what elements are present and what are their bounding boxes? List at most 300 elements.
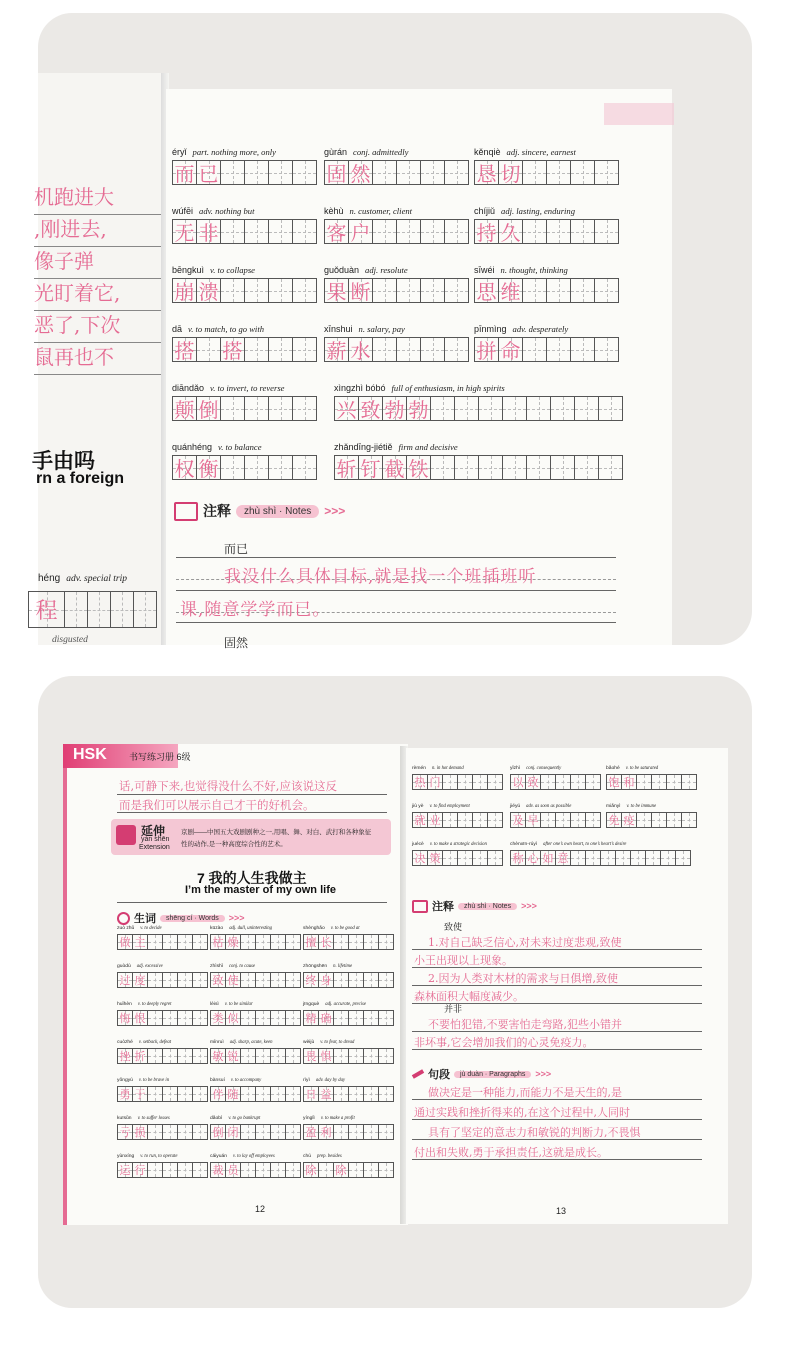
handwritten-line: 通过实践和挫折得来的,在这个过程中,人同时 [414,1106,630,1119]
top-photo [32,13,752,650]
vocab-entry [210,926,301,950]
practice-char: 果 [326,280,347,304]
practice-char: 使 [227,974,239,987]
practice-char: 似 [227,1012,239,1025]
vocab-pinyin: pīnmìng [474,324,507,334]
vocab-definition: v. to lay off employees [233,1154,275,1159]
hsk-badge: HSK [73,746,107,763]
vocab-entry [172,265,317,303]
practice-char: 持 [476,221,497,245]
vocab-entry [172,206,317,244]
rule-line [176,557,616,558]
vocab-pinyin: diāndǎo [172,383,205,393]
vocab-pinyin: kèhù [324,206,344,216]
vocab-definition: v. to go bankrupt [228,1116,261,1121]
practice-char: 权 [174,457,195,481]
top-text-2: 而是我们可以展示自己才干的好机会。 [119,798,315,812]
writing-grid [303,972,394,988]
practice-char: 除 [305,1164,317,1177]
practice-char: 崩 [174,280,195,304]
extension-en: Extension [139,844,170,851]
notes-header-2 [412,898,537,914]
page-number-right: 13 [556,1206,567,1216]
vocab-definition: v. to be brave in [138,1078,170,1083]
words-arrows: >>> [228,913,245,923]
practice-char: 饱 [608,776,620,789]
note-word-2: 固然 [224,636,249,650]
practice-char: 于 [134,1088,146,1101]
rule-line [412,1119,702,1120]
practice-char: 致 [527,776,539,789]
practice-char: 致 [360,398,381,422]
practice-char: 拼 [476,339,497,363]
practice-char: 裁 [212,1164,224,1177]
vocab-definition: v. to be good at [330,926,360,931]
writing-grid [303,1162,394,1178]
vocab-pinyin: shènghǎo [303,926,325,931]
vocab-entry [172,442,317,480]
writing-grid [117,1086,208,1102]
vocab-entry [303,1040,394,1064]
vocab-entry [474,265,619,303]
vocab-definition: adj. sharp, acute, keen [229,1040,273,1045]
vocab-definition: adj. dull, uninteresting [229,926,273,931]
extension-pinyin: yán shēn [141,836,170,843]
practice-char: 恳 [476,162,497,186]
vocab-definition: conj. consequently [526,766,562,771]
note-line-2: 课,随意学学而已。 [180,600,331,620]
vocab-pinyin: yùnxíng [117,1154,135,1159]
practice-char: 倒 [212,1126,224,1139]
handwritten-line: 1.对自己缺乏信心,对未来过度悲观,致使 [428,936,622,949]
writing-grid [117,972,208,988]
practice-char: 敏 [212,1050,224,1063]
paragraphs-label: 句段 [428,1069,450,1081]
practice-char: 意 [557,852,569,865]
search-icon [117,912,130,925]
writing-grid [324,278,469,303]
practice-char: 和 [623,776,635,789]
handwritten-line: 2.因为人类对木材的需求与日俱增,致使 [428,972,618,985]
writing-grid [210,972,301,988]
writing-grid [303,1086,394,1102]
hsk-header [63,744,408,768]
practice-char: 如 [542,852,554,865]
vocab-pinyin: bànsuí [210,1078,225,1083]
practice-char: 类 [212,1012,224,1025]
writing-grid [474,337,619,362]
vocab-entry [474,324,619,362]
vocab-pinyin: miǎnyì [606,804,621,809]
rule-line [412,985,702,986]
notes-arrows: >>> [324,504,346,518]
writing-grid [210,1162,301,1178]
vocab-definition: adv. desperately [512,324,569,334]
writing-grid [117,1162,208,1178]
vocab-pinyin: sīwéi [474,265,495,275]
vocab-pinyin: dǎobì [210,1116,223,1121]
vocab-entry [510,804,601,828]
vocab-pinyin: wúfēi [172,206,194,216]
practice-char: 疫 [623,814,635,827]
vocab-entry [324,265,469,303]
writing-grid [210,1048,301,1064]
vocab-definition: v. to find employment [429,804,470,809]
vocab-entry [474,206,619,244]
practice-char: 燥 [227,936,239,949]
handwritten-line: 做决定是一种能力,而能力不是天生的,是 [428,1086,622,1099]
vocab-definition: v. to be immune [626,804,657,809]
rule-line [117,902,387,903]
vocab-entry [303,964,394,988]
bottom-left-page [63,744,408,1225]
practice-char: 热 [414,776,426,789]
writing-grid [510,774,601,790]
practice-char: 斩 [336,457,357,481]
practice-char: 折 [134,1050,146,1063]
vocab-definition: n. customer, client [349,206,413,216]
paragraphs-pinyin: jù duàn · Paragraphs [454,1071,531,1078]
vocab-definition: v. to fear, to dread [320,1040,355,1045]
top-left-page [32,73,163,645]
vocab-definition: part. nothing more, only [192,147,276,157]
vocab-definition: v. to make a strategic decision [429,842,487,847]
vocab-pinyin: chíjiǔ [474,206,496,216]
writing-grid [172,396,317,421]
practice-char: 亏 [119,1126,131,1139]
practice-char: 非 [198,221,219,245]
rule-line [412,967,702,968]
writing-grid [303,1010,394,1026]
practice-char: 溃 [198,280,219,304]
words-label: 生词 [134,913,156,925]
paragraphs-arrows: >>> [535,1069,552,1079]
practice-char: 切 [500,162,521,186]
practice-char: 兴 [336,398,357,422]
extension-text-2: 性的动作,是一种高度综合性的艺术。 [181,841,287,848]
practice-char: 勃 [384,398,405,422]
left-page-line: 光盯着它, [34,279,164,311]
vocab-pinyin: wèijù [303,1040,315,1045]
rule-line [176,622,616,623]
vocab-pinyin: rèmén [412,766,426,771]
rule-line [412,1099,702,1100]
vocab-entry [117,1040,208,1064]
vocab-pinyin: chènxīn-rúyì [510,842,538,847]
writing-grid [324,219,469,244]
left-bottom-def: adv. special trip [66,574,128,584]
vocab-pinyin: éryǐ [172,147,187,157]
vocab-pinyin: guòdù [117,964,131,969]
notes-arrows: >>> [521,901,537,911]
practice-char: 悔 [119,1012,131,1025]
writing-grid [210,934,301,950]
vocab-entry [117,964,208,988]
vocab-definition: v. to invert, to reverse [210,383,285,393]
left-bottom-pinyin: héng [38,573,61,584]
vocab-definition: v. setback, defeat [138,1040,172,1045]
note-head-2: 并非 [444,1004,463,1014]
writing-grid [606,812,697,828]
vocab-entry [172,383,317,421]
bottom-photo [38,676,752,1308]
practice-char: 益 [320,1088,332,1101]
handwritten-line: 付出和失败,勇于承担责任,这就是成长。 [414,1146,608,1159]
vocab-pinyin: zhǎndīng-jiétiě [334,442,393,452]
practice-char: 主 [134,936,146,949]
page-number-left: 12 [255,1204,266,1214]
writing-grid [303,1048,394,1064]
vocab-pinyin: rìyì [303,1078,310,1083]
writing-grid [172,455,317,480]
vocab-entry [303,926,394,950]
writing-grid [334,396,623,421]
writing-grid [210,1010,301,1026]
practice-char: 水 [350,339,371,363]
vocab-pinyin: quánhéng [172,442,213,452]
writing-grid [303,1124,394,1140]
vocab-definition: after one’s own heart, to one’s heart’s desire [543,842,627,847]
rule-line [412,949,702,950]
practice-char: 过 [119,974,131,987]
note-word: 而已 [224,542,249,556]
header-pink-tab [604,103,674,125]
practice-char: 客 [326,221,347,245]
left-page-line: 鼠再也不 [34,343,164,375]
practice-char: 门 [429,776,441,789]
notes-label: 注释 [432,901,454,913]
writing-grid [172,160,317,185]
rule-line [412,1139,702,1140]
vocab-entry [324,324,469,362]
writing-grid [117,1048,208,1064]
practice-char: 终 [305,974,317,987]
practice-char: 及 [512,814,524,827]
lesson-title-en: I’m the master of my own life [185,884,336,896]
top-text-1: 话,可静下来,也觉得没什么不好,应该说这反 [119,779,337,793]
practice-char: 铁 [408,457,429,481]
practice-char: 确 [320,1012,332,1025]
vocab-entry [117,1116,208,1140]
practice-char: 维 [500,280,521,304]
writing-grid [172,337,317,362]
vocab-entry [324,206,469,244]
vocab-definition: prep. besides [316,1154,342,1159]
vocab-entry [210,1116,301,1140]
practice-char: 早 [527,814,539,827]
vocab-definition: v. to deeply regret [137,1002,172,1007]
vocab-definition: adj. resolute [365,265,408,275]
writing-grid [510,850,691,866]
practice-char: 搭 [222,339,243,363]
vocab-entry [334,383,623,421]
practice-char: 已 [198,162,219,186]
book-title: 书写练习册 6级 [129,752,191,762]
left-bottom-word: disgusted [52,635,88,645]
note-head-1: 致使 [444,922,463,932]
practice-char: 命 [500,339,521,363]
words-header [117,910,245,926]
vocab-pinyin: xìngzhì bóbó [334,383,386,393]
extension-label: 延伸 [141,824,166,838]
practice-char: 倒 [198,398,219,422]
writing-grid [412,812,503,828]
vocab-definition: v. to balance [218,442,262,452]
vocab-pinyin: bǎohé [606,766,620,771]
vocab-entry [510,766,601,790]
vocab-entry [210,964,301,988]
practice-char: 勃 [408,398,429,422]
vocab-definition: firm and decisive [398,442,458,452]
handwritten-line: 非坏事,它会增加我们的心灵免疫力。 [414,1036,594,1049]
practice-char: 伴 [212,1088,224,1101]
writing-grid [210,1124,301,1140]
practice-char: 策 [429,852,441,865]
notes-pinyin: zhù shì · Notes [458,903,517,910]
left-page-line: 机跑进大 [34,183,164,215]
vocab-pinyin: cuòzhé [117,1040,133,1045]
vocab-definition: full of enthusiasm, in high spirits [391,383,505,393]
practice-char: 断 [350,280,371,304]
vocab-entry [606,766,697,790]
vocab-pinyin: jiù yè [412,804,424,809]
practice-char: 搭 [174,339,195,363]
vocab-pinyin: zhìshǐ [210,964,223,969]
paragraphs-header [412,1066,551,1082]
extension-box [111,819,391,855]
writing-grid [412,850,503,866]
vocab-entry [412,766,503,790]
writing-grid [117,1124,208,1140]
practice-char: 惧 [320,1050,332,1063]
practice-char: 久 [500,221,521,245]
practice-char: 随 [227,1088,239,1101]
writing-grid [474,278,619,303]
practice-char: 然 [350,162,371,186]
left-page-line: 像子弹 [34,247,164,279]
practice-char: 衡 [198,457,219,481]
practice-char: 长 [320,936,332,949]
vocab-entry [606,804,697,828]
vocab-definition: v. to be saturated [625,766,659,771]
rule-line [412,1031,702,1032]
vocab-pinyin: jīngquè [303,1002,320,1007]
writing-grid [412,774,503,790]
vocab-definition: adv. day by day [315,1078,346,1083]
practice-char: 以 [512,776,524,789]
book-icon [174,502,198,521]
practice-char: 精 [305,1012,317,1025]
vocab-entry [303,1078,394,1102]
vocab-pinyin: kěnqiè [474,147,501,157]
practice-char: 身 [320,974,332,987]
top-right-page [166,89,672,650]
vocab-definition: v. to make a profit [320,1116,355,1121]
left-heading-en: rn a foreign [36,470,125,487]
writing-grid [606,774,697,790]
vocab-pinyin: yǒngyú [117,1078,133,1083]
vocab-entry [412,804,503,828]
handwritten-line: 小王出现以上现象。 [414,954,513,967]
practice-char: 致 [212,974,224,987]
vocab-entry [334,442,623,480]
vocab-definition: v. to decide [140,926,162,931]
vocab-pinyin: bēngkuì [172,265,205,275]
writing-grid [210,1086,301,1102]
practice-char: 思 [476,280,497,304]
practice-char: 固 [326,162,347,186]
vocab-definition: v. to suffer losses [137,1116,170,1121]
left-page-text [34,183,164,375]
practice-char: 利 [320,1126,332,1139]
left-page-line: 恶了,下次 [34,311,164,343]
vocab-entry [210,1002,301,1026]
vocab-entry [510,842,691,866]
practice-char: 行 [134,1164,146,1177]
vocab-entry [303,1116,394,1140]
vocab-entry [303,1154,394,1178]
vocab-definition: adv. nothing but [199,206,255,216]
writing-grid [117,1010,208,1026]
vocab-pinyin: kūzào [210,926,224,931]
practice-char: 损 [134,1126,146,1139]
vocab-pinyin: xīnshui [324,324,353,334]
practice-char: 而 [174,162,195,186]
rule-line [117,812,387,813]
rule-line [412,1159,702,1160]
vocab-pinyin: jiéyú [510,804,521,809]
vocab-entry [117,926,208,950]
writing-grid [324,337,469,362]
pen-icon [412,1069,424,1078]
vocab-definition: adj. excessive [136,964,163,969]
practice-char: 员 [227,1164,239,1177]
left-bottom-grid: 程 [28,591,157,628]
lesson-title: 7 我的人生我做主 [197,870,307,886]
note-line-1: 我没什么具体目标,就是找一个班插班听 [224,567,537,587]
vocab-entry [210,1040,301,1064]
writing-grid [172,219,317,244]
practice-char: 就 [414,814,426,827]
vocab-pinyin: lèisì [210,1002,219,1007]
writing-grid [334,455,623,480]
vocab-definition: v. to run, to operate [140,1154,178,1159]
vocab-pinyin: huǐhèn [117,1002,132,1007]
writing-grid [117,934,208,950]
practice-char: 免 [608,814,620,827]
extension-text-1: 京剧——中国五大戏剧剧种之一,用唱、舞、对白、武打和各种象征 [181,829,372,836]
vocab-entry [172,324,317,362]
practice-char: 截 [384,457,405,481]
layers-icon [116,825,136,845]
vocab-pinyin: dā [172,324,183,334]
practice-char: 挫 [119,1050,131,1063]
vocab-definition: v. to be similar [224,1002,253,1007]
practice-char: 心 [527,852,539,865]
practice-char: 枯 [212,936,224,949]
practice-char: 日 [305,1088,317,1101]
vocab-definition: v. to match, to go with [188,324,264,334]
vocab-definition: conj. admittedly [353,147,409,157]
book-icon [412,900,428,913]
vocab-pinyin: mǐnruì [210,1040,224,1045]
vocab-pinyin: guǒduàn [324,265,360,275]
vocab-entry [324,147,469,185]
vocab-pinyin: yǐzhì [510,766,521,771]
vocab-pinyin: cáiyuán [210,1154,228,1159]
vocab-pinyin: zhōngshēn [303,964,328,969]
vocab-entry [117,1002,208,1026]
